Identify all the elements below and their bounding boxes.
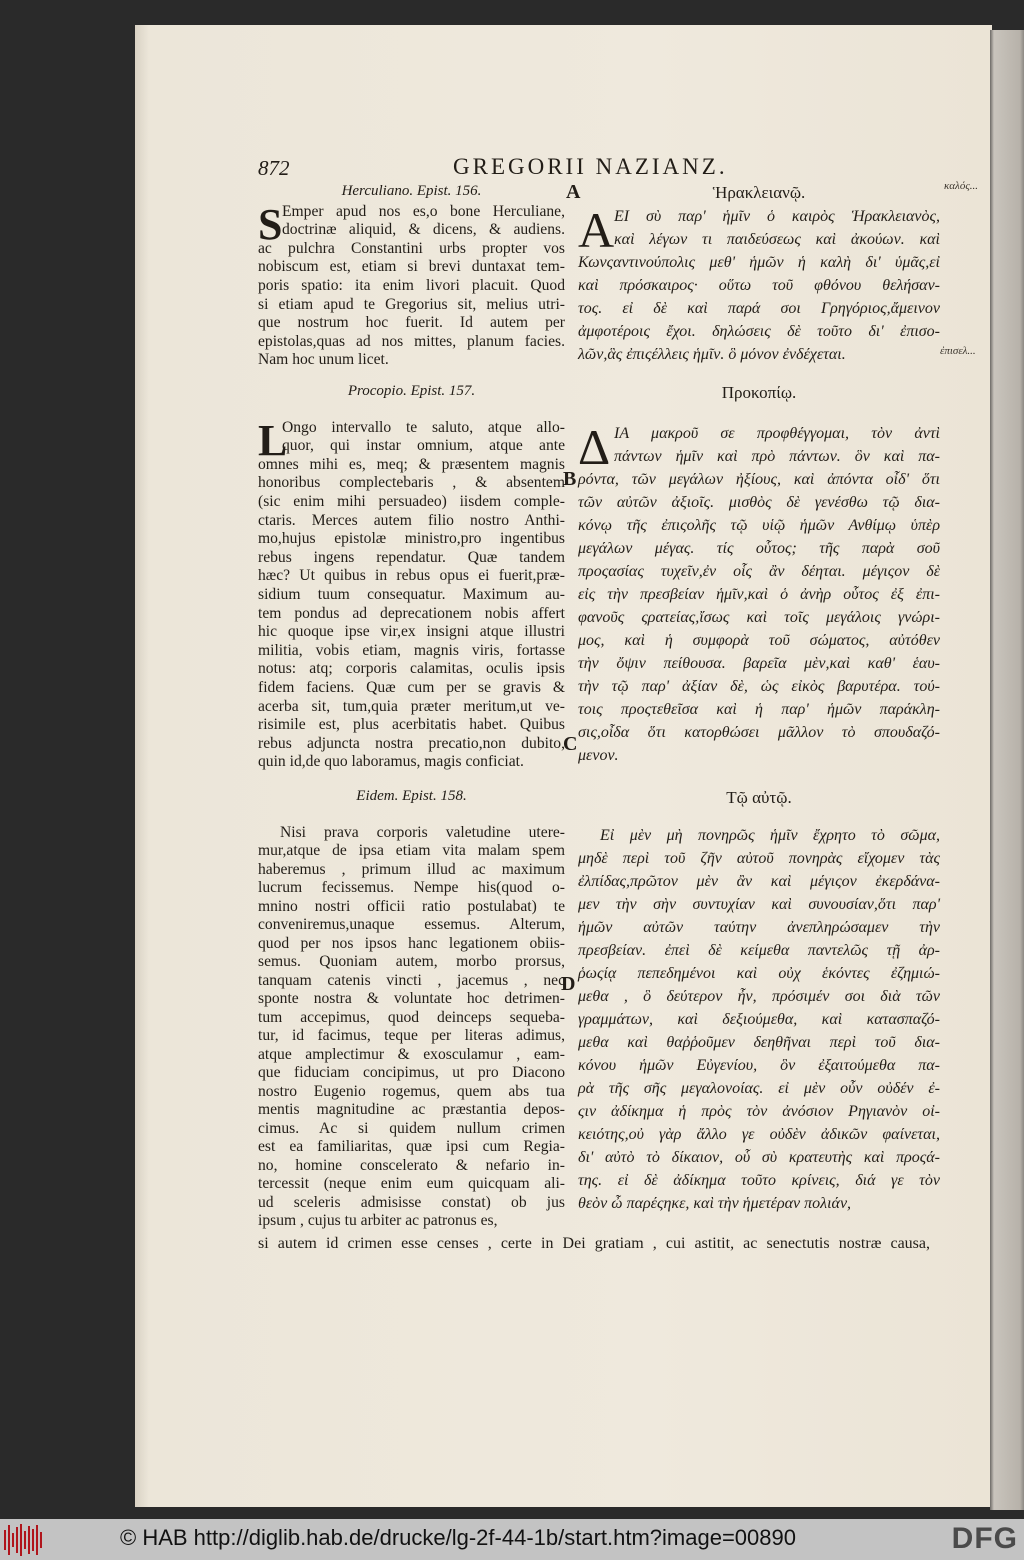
- text-line: lucrum fecissemus. Nempe his(quod o-: [258, 879, 565, 897]
- text-line: notus: atq; corporis calamitas, oculis ipsis: [258, 660, 565, 678]
- text-line: θεὸν ὦ παρέςηκε, καὶ τὴν ἡμετέραν πολιάν,: [578, 1194, 852, 1212]
- text-line: Ongo intervallo te saluto, atque allo-: [282, 418, 565, 436]
- text-line: cimus. Ac si quidem nullum crimen: [258, 1119, 565, 1137]
- logo-bar: [28, 1526, 30, 1554]
- text-line: γραμμάτων, καὶ δεξιούμεθα, καὶ κατασπαζό-: [578, 1010, 940, 1028]
- text-line: rebus ingens rependatur. Quæ tandem: [258, 548, 565, 566]
- text-line: nostro Eugenio rogemus, quem abs tua: [258, 1082, 565, 1100]
- text-line: conveniremus,unaque essemus. Alterum,: [258, 916, 565, 934]
- text-line: Nisi prava corporis valetudine utere-: [280, 823, 565, 841]
- text-line: σις,οἶδα ὅτι κατορθώσει μᾶλλον τὸ σπουδαζό-: [578, 723, 940, 741]
- latin-letter-body: [258, 824, 565, 1231]
- text-line: ΙΑ μακροῦ σε προφθέγγομαι, τὸν ἀντὶ: [614, 424, 940, 442]
- drop-cap: S: [258, 199, 283, 249]
- text-line: quor, qui instar omnium, atque ante: [282, 437, 565, 455]
- text-line: (sic enim mihi persuadeo) iisdem comple-: [258, 493, 565, 511]
- text-line: τὴν τῷ παρ' ἀξίαν δὲ, ὡς εἰκὸς βαρυτέρα. τού-: [578, 677, 940, 695]
- text-line: προςασίας τυχεῖν,ἐν οἷς ἂν δέηται. μέγιςον δὲ: [578, 562, 940, 580]
- text-line: ῥωςίᾳ πεπεδημένοι καὶ οὐχ ἑκόντες ἐζημιώ-: [578, 964, 940, 982]
- text-line: Nam hoc unum licet.: [258, 351, 389, 369]
- logo-bar: [12, 1533, 14, 1547]
- text-line: ac pulchra Constantini urbs propter vos: [258, 239, 565, 257]
- text-line: Κωνςαντινούπολις μεθ' ἡμῶν ἡ καλὴ δι' ὑμᾶς,εἰ: [578, 253, 940, 271]
- greek-letter-body: [578, 418, 940, 767]
- text-line: si etiam apud te Gregorius sit, melius utri-: [258, 295, 565, 313]
- text-line: mur,atque de ipsa etiam vita malam spem: [258, 842, 565, 860]
- logo-bar: [32, 1529, 34, 1551]
- greek-letter-heading: Ἡρακλειανῷ.: [712, 183, 806, 202]
- text-line: mnino nostri officii ratio postulabat) te: [258, 897, 565, 915]
- text-line: πάντων ἡμῖν καὶ πρὸ πάντων. ὃν καὶ πα-: [614, 447, 940, 465]
- text-line: τοις προςτεθεῖσα καὶ ἡ παρ' ἡμῶν παράκλη-: [578, 700, 940, 718]
- latin-letter-heading: Procopio. Epist. 157.: [347, 383, 476, 399]
- text-line: que fiduciam concipimus, ut pro Diacono: [258, 1064, 565, 1082]
- text-line: tercessit (neque enim eum quicquam ali-: [258, 1175, 565, 1193]
- text-line: κειότης,οὐ γὰρ ἄλλο γε οὐδὲν ἀδικῶν φαίνεται,: [578, 1125, 940, 1143]
- drop-cap: Α: [578, 201, 615, 258]
- text-line: λῶν,ἃς ἐπιςέλλεις ἡμῖν. ὃ μόνον ἐνδέχεται.: [578, 345, 846, 363]
- text-line: ctaris. Merces autem filio nostro Anthi-: [258, 511, 565, 529]
- section-marker-b: B: [563, 468, 577, 490]
- text-line: εἰς τὴν πρεσβείαν ἡμῖν,καὶ ὁ ἀνὴρ οὗτος ἐξ ἐπι-: [578, 585, 940, 603]
- footer-copyright-url: © HAB http://diglib.hab.de/drucke/lg-2f-44-1b/start.htm?image=00890: [120, 1525, 796, 1550]
- text-line: tur, id facimus, teque per literas adimus,: [258, 1027, 565, 1045]
- text-line: tem pondus ad deprecationem nobis affert: [258, 604, 565, 622]
- text-line: militia, vobis etiam, magnis viris, fortasse: [258, 641, 565, 659]
- text-line: nobiscum est, etiam si brevi duntaxat tem-: [258, 258, 565, 276]
- text-line: μεθα , ὃ δεύτερον ἦν, πρόσιμέν σοι διὰ τῶν: [578, 987, 940, 1005]
- logo-bar: [8, 1525, 10, 1555]
- latin-letter-body: [258, 199, 565, 370]
- margin-note: καλός...: [944, 180, 979, 192]
- text-line: doctrinæ aliquid, & dicens, & audiens.: [282, 221, 565, 239]
- text-line: hic quoque ipse vir,ex insigni atque illustri: [258, 623, 565, 641]
- greek-letter-body: [578, 824, 940, 1215]
- text-line: tum accepimus, quod deinceps sequeba-: [258, 1008, 565, 1026]
- text-line: μηδὲ περὶ τοῦ ζῆν αὐτοῦ πονηρὰς εἴχομεν τὰς: [578, 849, 940, 867]
- text-line: Emper apud nos es,o bone Herculiane,: [282, 202, 565, 220]
- text-line: καὶ λέγων τι παιδεύσεως καὶ ἀκούων. καὶ: [614, 230, 940, 248]
- text-line: μος, καὶ ἡ συμφορὰ τοῦ σώματος, αὐτόθεν: [578, 631, 940, 649]
- text-line: hæc? Ut quibus in rebus opus ei fuerit,præ-: [258, 567, 565, 585]
- text-line: atque amplectimur & exosculamur , eam-: [258, 1045, 565, 1063]
- section-marker-d: D: [561, 973, 576, 995]
- text-line: πρεσβείαν. ἐπεὶ δὲ κείμεθα παντελῶς τῇ ἀρ-: [578, 941, 940, 959]
- text-line: κόνῳ τῆς ἐπιςολῆς τῷ υἱῷ ἡμῶν Ανθίμῳ ὑπὲρ: [578, 516, 940, 534]
- text-line: φανοῦς ςρατείας,ἴσως καὶ τοῖς μεγάλοις γνώρι-: [578, 608, 940, 626]
- text-line: μεγάλων μέγας. τίς οὗτος; τῆς παρὰ σοῦ: [578, 539, 940, 557]
- footer-bar: [0, 1519, 1024, 1560]
- latin-letter-body: [258, 415, 565, 772]
- text-line: omnes mihi es, meq; & præsentem magnis: [258, 455, 565, 473]
- next-page-edge: [990, 30, 1024, 1510]
- text-line: fidem faciens. Quæ cum per se gravis &: [258, 679, 565, 696]
- text-line: καὶ πρόσκαιρος· οὕτω τοῦ φθόνου θελήσαν-: [578, 276, 940, 294]
- text-line: ipsum , cujus tu arbiter ac patronus es,: [258, 1212, 498, 1230]
- text-line: ΕΙ σὺ παρ' ἡμῖν ὁ καιρὸς Ἡρακλειανὸς,: [614, 207, 940, 225]
- latin-letter-heading: Eidem. Epist. 158.: [356, 788, 467, 804]
- text-line: κόνου ἡμῶν Εὐγενίου, ὃν ἐξαιτούμεθα πα-: [578, 1056, 940, 1074]
- text-line: tanquam catenis vincti , jacemus , nec: [258, 971, 565, 989]
- greek-letter-heading: Προκοπίῳ.: [721, 383, 797, 402]
- text-line: δι' αὐτὸ τὸ δίκαιον, οὗ σὺ κρατευτὴς καὶ προςά-: [578, 1148, 940, 1166]
- text-line: ἐλπίδας,πρῶτον μὲν ἂν καὶ μέγιςον ἐκερδάνα-: [578, 872, 940, 890]
- text-line: τος. εἰ δὲ καὶ παρά σοι Γρηγόριος,ἄμεινον: [578, 299, 940, 317]
- text-line: μεν τὴν σὴν συντυχίαν καὶ συνουσίαν,ὅτι παρ': [578, 895, 940, 913]
- text-line: est ea familiaritas, quæ ipsi cum Regia-: [258, 1138, 565, 1156]
- text-line: poris spatio: ita enim livori placuit. Quod: [258, 277, 565, 295]
- text-line: ud sceleris admisisse constat) ob jus: [258, 1193, 565, 1211]
- logo-bar: [16, 1527, 18, 1553]
- running-head: GREGORII NAZIANZ.: [453, 154, 728, 179]
- drop-cap: L: [258, 415, 288, 465]
- text-line: semus. Quoniam autem, morbo prorsus,: [258, 953, 565, 971]
- page-number: 872: [258, 156, 290, 180]
- text-line: que nostrum hoc fuerit. Id autem per: [258, 314, 565, 332]
- text-line: quin id,de quo laboramus, magis conficiat.: [258, 753, 524, 771]
- text-line: honoribus complectebaris , & absentem: [258, 474, 565, 492]
- section-marker-a: A: [566, 181, 581, 203]
- drop-cap: Δ: [578, 418, 611, 475]
- text-line: ἀμφοτέροις ἔχοι. δηλώσεις δὲ τοῦτο δι' ἐπισο-: [578, 322, 940, 340]
- margin-note: ἐπισελ...: [940, 345, 976, 357]
- text-line: ἡμῶν αὐτῶν ταύτην ἀνεπληρώσαμεν τὴν: [578, 918, 940, 936]
- text-line: τὴν ὄψιν πείθουσα. βαρεῖα μὲν,καὶ καθ' ἑαυ-: [578, 654, 940, 672]
- logo-bar: [4, 1530, 6, 1550]
- text-line: mentis magnitudine ac præstantia depos-: [258, 1101, 565, 1119]
- text-line: Εἰ μὲν μὴ πονηρῶς ἡμῖν ἔχρητο τὸ σῶμα,: [600, 826, 940, 844]
- text-line: haberemus , primum illud ac maximum: [258, 860, 565, 878]
- greek-letter-heading: Τῷ αὐτῷ.: [726, 788, 792, 807]
- text-line: μεθα καὶ θαῤῥοῦμεν δεηθῆναι περὶ τοῦ δια-: [578, 1033, 940, 1051]
- text-line: epistolas,quas ad nos mittes, planum facies.: [258, 332, 565, 350]
- final-line: si autem id crimen esse censes , certe in Dei gratiam , cui astitit, ac senectutis nostræ causa,: [258, 1235, 930, 1252]
- text-line: mo,hujus epistolæ ministro,pro ingentibus: [258, 530, 565, 548]
- dfg-logo: DFG: [951, 1522, 1018, 1555]
- text-line: ρόντα, τῶν μεγάλων ἠξίους, καὶ ἀπόντα οἶδ' ὅτι: [578, 470, 940, 488]
- text-line: τῶν αὐτῶν ἀξιοῖς. μισθὸς δὲ γενέσθω τῷ δια-: [578, 493, 940, 511]
- latin-letter-heading: Herculiano. Epist. 156.: [341, 183, 482, 199]
- logo-bar: [36, 1525, 38, 1555]
- logo-bar: [40, 1532, 42, 1548]
- text-line: quod per nos ipsos hanc legationem obiis-: [258, 934, 565, 952]
- text-line: μενον.: [578, 746, 619, 764]
- logo-bar: [20, 1524, 22, 1556]
- text-line: no, homine conscelerato & nefario in-: [258, 1156, 565, 1174]
- text-line: sidium tuum consequatur. Maximum au-: [258, 586, 565, 604]
- hab-logo-icon: [4, 1523, 46, 1557]
- text-line: risimile est, plus acerbitatis habet. Quibus: [258, 716, 565, 734]
- text-line: rebus adjuncta nostra precatio,non dubito,: [258, 734, 565, 752]
- text-line: acerba sit, tum,quia præter meritum,ut ve-: [258, 697, 565, 715]
- logo-bar: [24, 1531, 26, 1549]
- greek-letter-body: [578, 201, 940, 366]
- text-line: της. εἰ δὲ ἀδίκημα τοῦτο κρίνεις, διά γε τὸν: [578, 1171, 940, 1189]
- text-line: sponte nostra & voluntate hoc detrimen-: [258, 990, 565, 1008]
- text-line: ρὰ τῆς σῆς μεγαλονοίας. εἰ μὲν οὖν οὐδέν ἐ-: [578, 1079, 940, 1097]
- text-line: ςιν ἀδίκημα ἡ πρὸς τὸν ἀνόσιον Ρηγιανὸν οἰ-: [578, 1102, 940, 1120]
- section-marker-c: C: [563, 733, 578, 755]
